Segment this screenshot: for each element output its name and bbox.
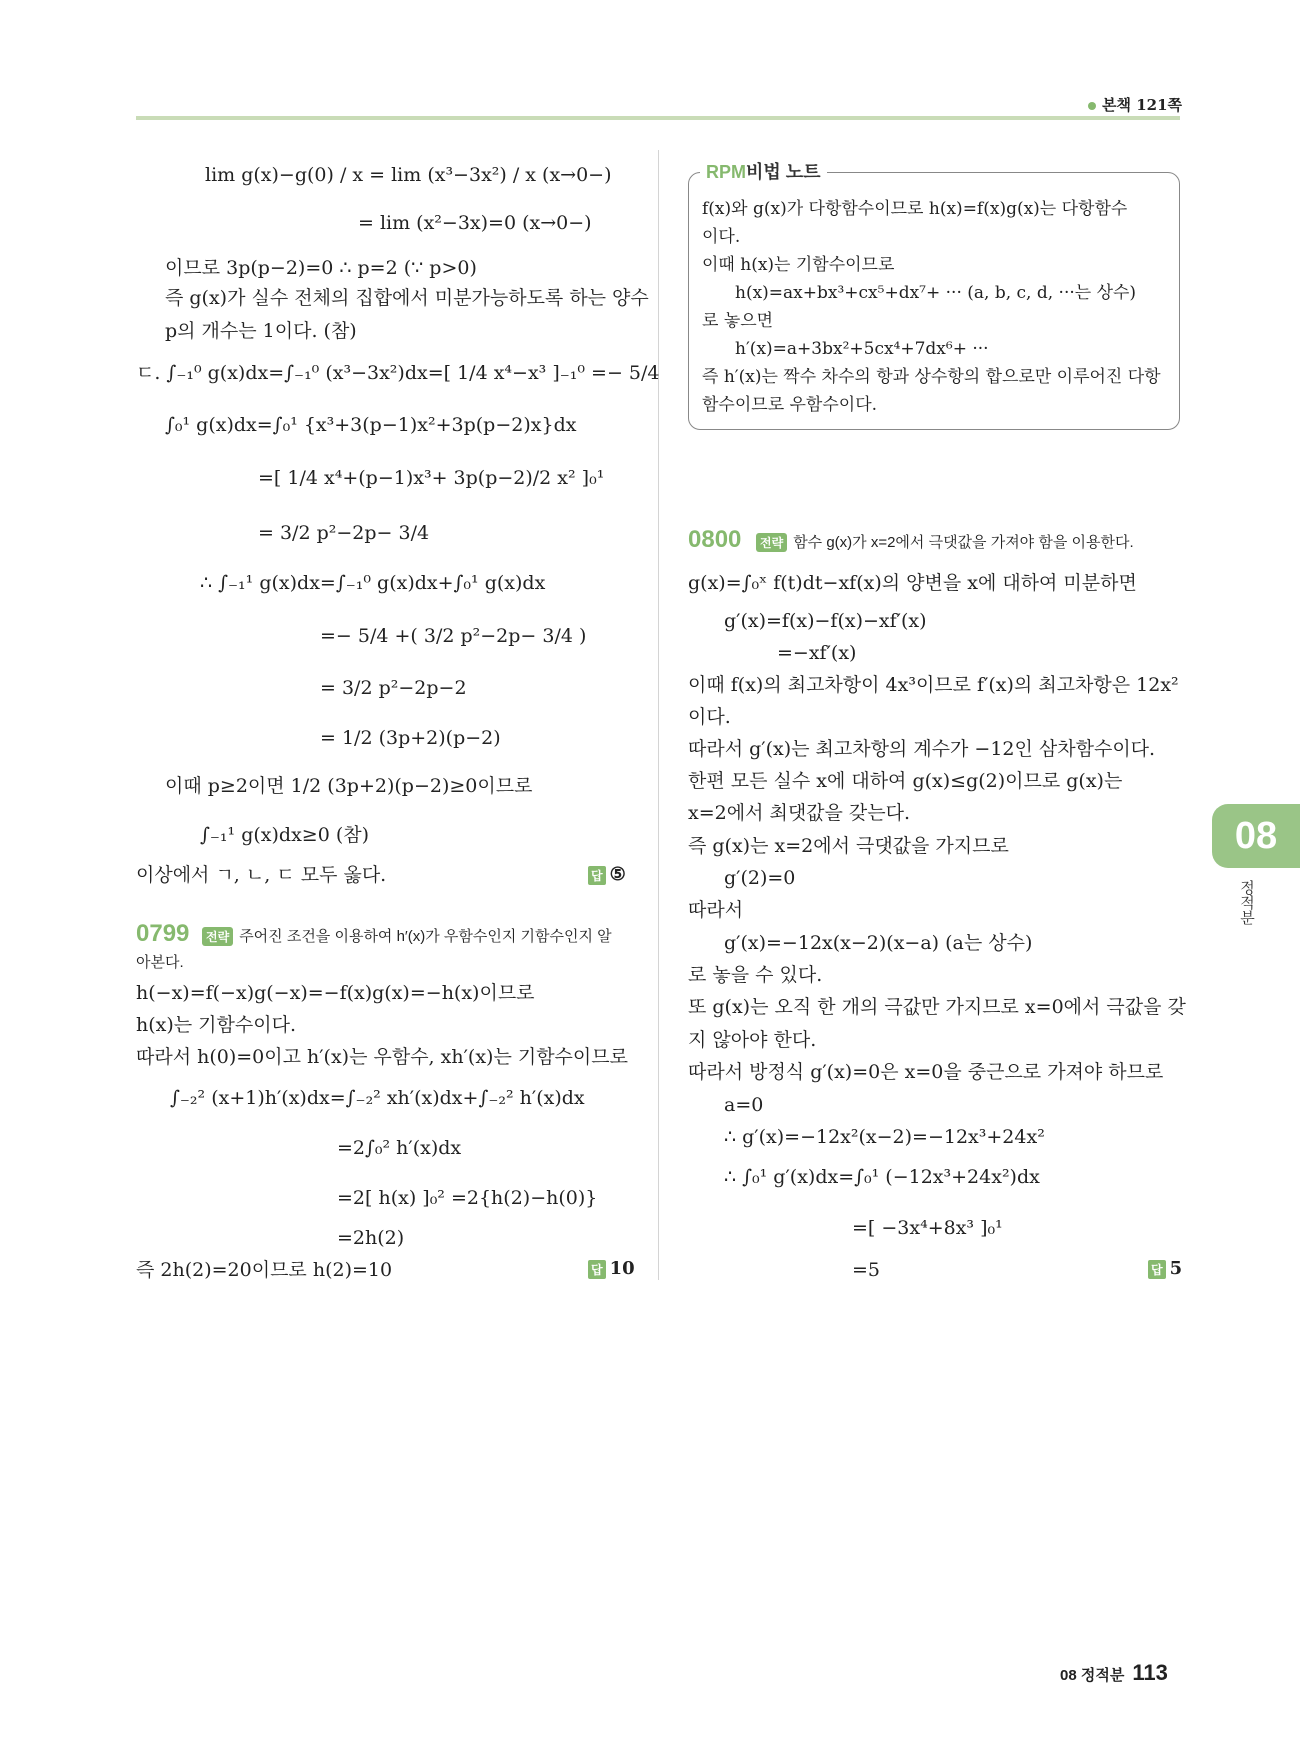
solution-line: g′(x)=−12x(x−2)(x−a) (a는 상수) <box>724 932 1033 954</box>
strategy-line: 전략 주어진 조건을 이용하여 h′(x)가 우함수인지 기함수인지 알 <box>202 925 612 946</box>
solution-line: 지 않아야 한다. <box>688 1029 817 1051</box>
note-line: h′(x)=a+3bx²+5cx⁴+7dx⁶+ ··· <box>735 339 989 359</box>
solution-line: 즉 2h(2)=20이므로 h(2)=10 <box>136 1259 393 1281</box>
solution-line: 이다. <box>688 706 731 728</box>
solution-line: ∫₋₂² (x+1)h′(x)dx=∫₋₂² xh′(x)dx+∫₋₂² h′(x)dx <box>170 1087 585 1109</box>
strategy-line: 아본다. <box>136 954 184 971</box>
solution-line: =−xf′(x) <box>777 642 857 664</box>
solution-line: = 3/2 p²−2p−2 <box>320 677 467 699</box>
top-divider <box>136 116 1180 120</box>
solution-line: ∫₀¹ g(x)dx=∫₀¹ {x³+3(p−1)x²+3p(p−2)x}dx <box>165 414 577 436</box>
note-line: 이다. <box>702 227 741 247</box>
solution-line: h(−x)=f(−x)g(−x)=−f(x)g(x)=−h(x)이므로 <box>136 982 535 1004</box>
solution-line: 이때 p≥2이면 1/2 (3p+2)(p−2)≥0이므로 <box>165 775 533 797</box>
solution-line: 로 놓을 수 있다. <box>688 964 823 986</box>
note-line: f(x)와 g(x)가 다항함수이므로 h(x)=f(x)g(x)는 다항함수 <box>702 199 1128 219</box>
note-line: 이때 h(x)는 기함수이므로 <box>702 255 895 275</box>
strategy-line: 전략 함수 g(x)가 x=2에서 극댓값을 가져야 함을 이용한다. <box>756 531 1134 552</box>
solution-line: 또 g(x)는 오직 한 개의 극값만 가지므로 x=0에서 극값을 갖 <box>688 996 1186 1018</box>
rpm-note-title: RPM비법 노트 <box>700 158 827 184</box>
solution-line: = 1/2 (3p+2)(p−2) <box>320 727 501 749</box>
solution-line: =2[ h(x) ]₀² =2{h(2)−h(0)} <box>337 1187 598 1209</box>
note-line: 로 놓으면 <box>702 311 774 331</box>
solution-line: =2h(2) <box>337 1227 405 1249</box>
solution-line: ∴ ∫₀¹ g′(x)dx=∫₀¹ (−12x³+24x²)dx <box>724 1166 1040 1188</box>
solution-line: x=2에서 최댓값을 갖는다. <box>688 802 911 824</box>
problem-number: 0799 <box>136 920 190 947</box>
chapter-tab-label: 정적분 <box>1238 880 1255 925</box>
solution-line: =2∫₀² h′(x)dx <box>337 1137 462 1159</box>
note-line: 즉 h′(x)는 짝수 차수의 항과 상수항의 합으로만 이루어진 다항 <box>702 367 1161 387</box>
solution-line: ∫₋₁¹ g(x)dx≥0 (참) <box>200 824 370 846</box>
column-divider <box>658 150 659 1280</box>
solution-line: =5 <box>852 1259 881 1281</box>
solution-line: lim g(x)−g(0) / x = lim (x³−3x²) / x (x→0−) <box>205 164 612 186</box>
page-footer: 08 정적분 113 <box>1060 1660 1168 1685</box>
solution-line: g′(2)=0 <box>724 867 796 889</box>
solution-line: 이때 f(x)의 최고차항이 4x³이므로 f′(x)의 최고차항은 12x² <box>688 674 1179 696</box>
solution-line: =[ −3x⁴+8x³ ]₀¹ <box>852 1217 1003 1239</box>
solution-line: 즉 g(x)는 x=2에서 극댓값을 가지므로 <box>688 835 1009 857</box>
solution-line: a=0 <box>724 1094 764 1116</box>
solution-line: =[ 1/4 x⁴+(p−1)x³+ 3p(p−2)/2 x² ]₀¹ <box>258 467 605 489</box>
solution-line: 이상에서 ㄱ, ㄴ, ㄷ 모두 옳다. <box>136 864 387 886</box>
solution-line: g(x)=∫₀ˣ f(t)dt−xf(x)의 양변을 x에 대하여 미분하면 <box>688 572 1137 594</box>
solution-line: = 3/2 p²−2p− 3/4 <box>258 522 430 544</box>
page-number: 113 <box>1132 1660 1168 1685</box>
solution-line: =− 5/4 +( 3/2 p²−2p− 3/4 ) <box>320 625 587 647</box>
solution-line: p의 개수는 1이다. (참) <box>165 320 357 342</box>
solution-line: ∴ ∫₋₁¹ g(x)dx=∫₋₁⁰ g(x)dx+∫₀¹ g(x)dx <box>200 572 546 594</box>
note-line: h(x)=ax+bx³+cx⁵+dx⁷+ ··· (a, b, c, d, ···는 상수) <box>735 283 1137 303</box>
note-line: 함수이므로 우함수이다. <box>702 395 878 415</box>
bullet-dot-icon <box>1088 102 1096 110</box>
solution-line: ㄷ. ∫₋₁⁰ g(x)dx=∫₋₁⁰ (x³−3x²)dx=[ 1/4 x⁴−x³ ]₋₁⁰ =− 5/4 <box>136 362 660 384</box>
solution-line: 따라서 g′(x)는 최고차항의 계수가 −12인 삼차함수이다. <box>688 738 1156 760</box>
answer-label: 답 5 <box>1148 1258 1182 1279</box>
solution-line: ∴ g′(x)=−12x²(x−2)=−12x³+24x² <box>724 1126 1045 1148</box>
solution-line: 따라서 방정식 g′(x)=0은 x=0을 중근으로 가져야 하므로 <box>688 1061 1164 1083</box>
solution-line: 이므로 3p(p−2)=0 ∴ p=2 (∵ p>0) <box>165 257 477 279</box>
solution-line: 따라서 h(0)=0이고 h′(x)는 우함수, xh′(x)는 기함수이므로 <box>136 1046 628 1068</box>
solution-line: 즉 g(x)가 실수 전체의 집합에서 미분가능하도록 하는 양수 <box>165 287 649 309</box>
chapter-tab: 08 <box>1212 804 1300 868</box>
book-reference: 본책 121쪽 <box>1088 94 1182 115</box>
solution-line: 한편 모든 실수 x에 대하여 g(x)≤g(2)이므로 g(x)는 <box>688 770 1123 792</box>
answer-label: 답 10 <box>588 1258 635 1279</box>
solution-line: g′(x)=f(x)−f(x)−xf′(x) <box>724 610 927 632</box>
solution-line: h(x)는 기함수이다. <box>136 1014 296 1036</box>
problem-number: 0800 <box>688 526 742 553</box>
solution-line: = lim (x²−3x)=0 (x→0−) <box>358 212 592 234</box>
solution-line: 따라서 <box>688 899 744 921</box>
answer-label: 답 ⑤ <box>588 864 626 885</box>
